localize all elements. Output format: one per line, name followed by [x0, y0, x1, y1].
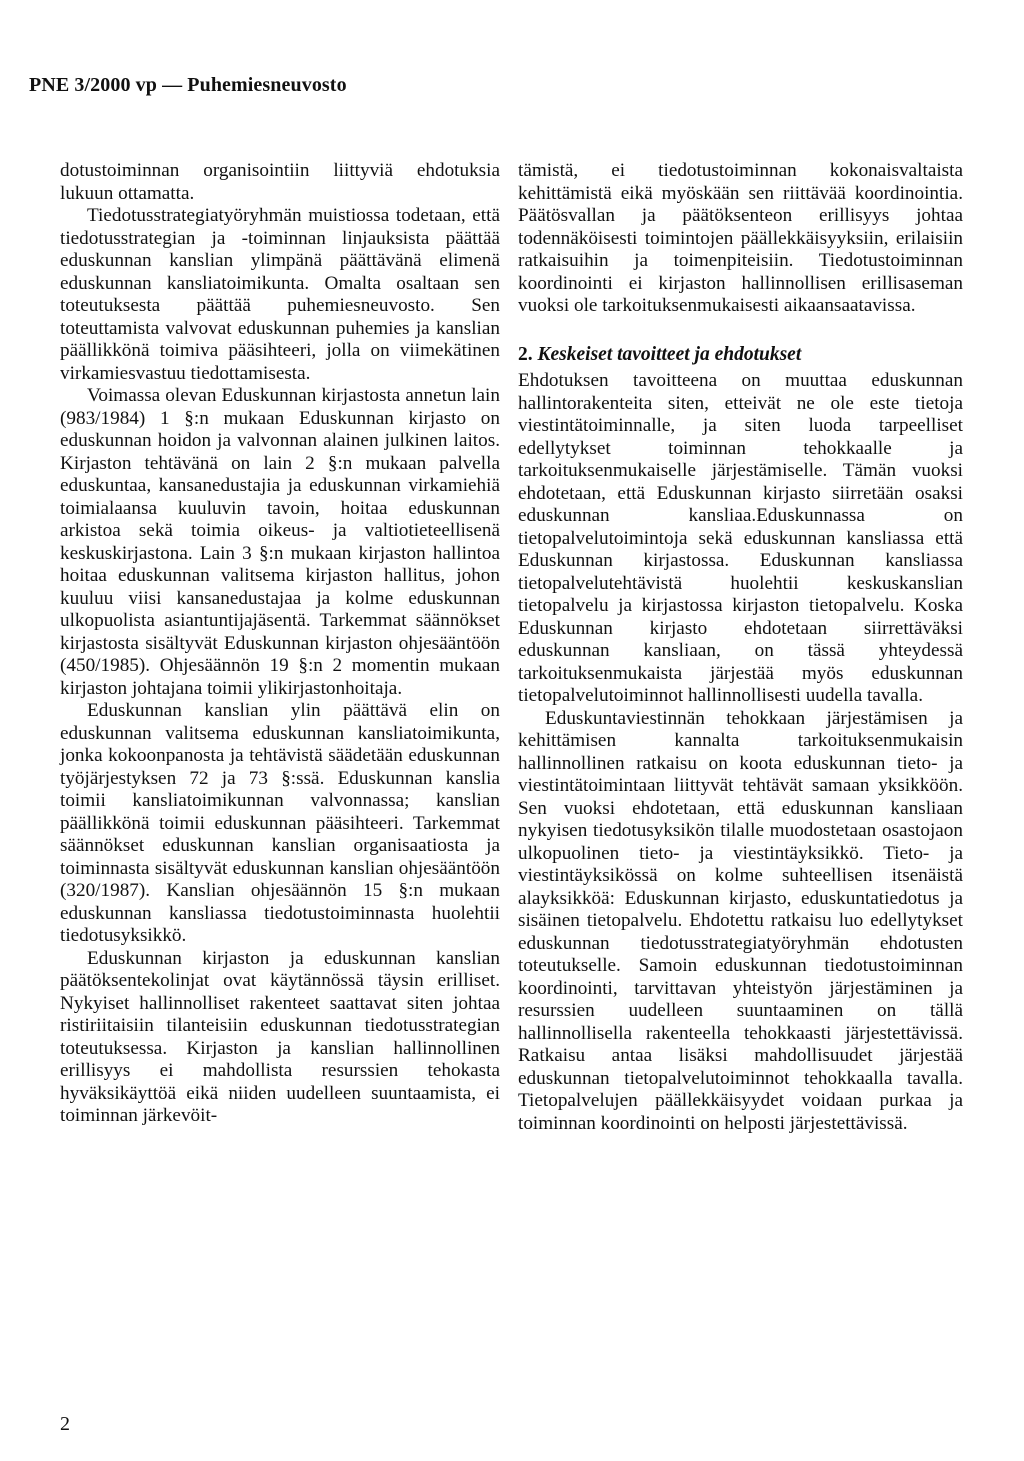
- paragraph: Eduskunnan kirjaston ja eduskunnan kanslian päätöksentekolinjat ovat käytännössä täysin erilliset. Nykyiset hallinnolliset rakenteet saattavat siten johtaa ristiriitaisiin tilanteisiin eduskunnan tiedotusstrategian toteutuksessa. Kirjaston ja kanslian hallinnollinen erillisyys ei mahdollista resurssien tehokasta hyväksikäyttöä eikä niiden uudelleen suuntaamista, ei toiminnan järkevöit-: [60, 947, 500, 1126]
- paragraph: Voimassa olevan Eduskunnan kirjastosta annetun lain (983/1984) 1 §:n mukaan Eduskunnan kirjasto on eduskunnan hoidon ja valvonnan alainen julkinen laitos. Kirjaston tehtävänä on lain 2 §:n mukaan palvella eduskuntaa, kansanedustajia ja eduskunnan virkamiehiä toimialaansa kuuluvin tavoin, hoitaa eduskunnan arkistoa sekä toimia oikeus- ja valtiotieteellisenä keskuskirjastona. Lain 3 §:n mukaan kirjaston hallintoa hoitaa eduskunnan valitsema kirjaston hallitus, johon kuuluu viisi kansanedustajaa ja kolme eduskunnan ulkopuolista asiantuntijajäsentä. Tarkemmat säännökset kirjastosta sisältyvät Eduskunnan kirjaston ohjesääntöön (450/1985). Ohjesäännön 19 §:n 2 momentin mukaan kirjaston johtajana toimii ylikirjastonhoitaja.: [60, 385, 500, 699]
- paragraph: Ehdotuksen tavoitteena on muuttaa eduskunnan hallintorakenteita siten, etteivät ne ole este tietoja viestintätoiminnalle, ja siten luoda tarpeelliset edellytykset toiminnan tehokkaalle ja tarkoituksenmukaiselle järjestämiselle. Tämän vuoksi ehdotetaan, että Eduskunnan kirjasto siirretään osaksi eduskunnan kansliaa.Eduskunnassa on tietopalvelutoimintoja sekä eduskunnan kansliassa että Eduskunnan kirjastossa. Eduskunnan kansliassa tietopalvelutehtävistä huolehtii keskuskanslian tietopalvelu ja kirjastossa kirjaston tietopalvelu. Koska Eduskunnan kirjasto ehdotetaan siirrettäväksi eduskunnan kansliaan, on tässä yhteydessä tarkoituksenmukaista järjestää myös eduskunnan tietopalvelutoiminnot hallinnollisesti uudella tavalla.: [518, 370, 963, 706]
- paragraph: Eduskuntaviestinnän tehokkaan järjestämisen ja kehittämisen kannalta tarkoituksenmukaisin hallinnollinen ratkaisu on koota eduskunnan tieto- ja viestintätoimintaan liittyvät tehtävät samaan yksikköön. Sen vuoksi ehdotetaan, että eduskunnan kansliaan nykyisen tiedotusyksikön tilalle muodostetaan osastojaon ulkopuolinen tieto- ja viestintäyksikkö. Tieto- ja viestintäyksikössä on kolme suhteellisen itsenäistä alayksikköä: Eduskunnan kirjasto, eduskuntatiedotus ja sisäinen tietopalvelu. Ehdotettu ratkaisu luo edellytykset eduskunnan tiedotusstrategiatyöryhmän ehdotusten toteutukselle. Samoin eduskunnan tiedotustoiminnan koordinointi, tarvittavan yhteistyön järjestäminen ja resurssien uudelleen suuntaaminen on tällä hallinnollisella rakenteella tehokkaasti järjestettävissä. Ratkaisu antaa lisäksi mahdollisuudet järjestää eduskunnan tietopalvelutoiminnot tehokkaalla tavalla. Tietopalvelujen päällekkäisyydet voidaan purkaa ja toiminnan koordinointi on helposti järjestettävissä.: [518, 707, 963, 1134]
- section-number: 2.: [518, 343, 533, 365]
- paragraph: tämistä, ei tiedotustoiminnan kokonaisvaltaista kehittämistä eikä myöskään sen riittävää koordinointia. Päätösvallan ja päätöksenteon erillisyys johtaa todennäköisesti toimintojen päällekkäisyyksiin, erilaisiin ratkaisuihin ja toimenpiteisiin. Tiedotustoiminnan koordinointi ei kirjaston hallinnollisen erillisaseman vuoksi ole tarkoituksenmukaisesti aikaansaatavissa.: [518, 160, 963, 316]
- page-number: 2: [60, 1413, 70, 1435]
- paragraph: dotustoiminnan organisointiin liittyviä ehdotuksia lukuun ottamatta.: [60, 160, 500, 204]
- paragraph: Eduskunnan kanslian ylin päättävä elin on eduskunnan valitsema eduskunnan kansliatoimikunta, jonka kokoonpanosta ja tehtävistä säädetään eduskunnan työjärjestyksen 72 ja 73 §:ssä. Eduskunnan kanslia toimii kansliatoimikunnan valvonnassa; kanslian päällikkönä toimii eduskunnan pääsihteeri. Tarkemmat säännökset eduskunnan kanslian organisaatiosta ja toiminnasta sisältyvät eduskunnan kanslian ohjesääntöön (320/1987). Kanslian ohjesäännön 15 §:n mukaan eduskunnan kansliassa tiedotustoiminnasta huolehtii tiedotusyksikkö.: [60, 700, 500, 946]
- page-header: PNE 3/2000 vp — Puhemiesneuvosto: [29, 74, 347, 96]
- right-column: [518, 160, 963, 1135]
- paragraph: Tiedotusstrategiatyöryhmän muistiossa todetaan, että tiedotusstrategian ja -toiminnan linjauksista päättää eduskunnan kanslian ylimpänä päättävänä elimenä eduskunnan kansliatoimikunta. Omalta osaltaan sen toteutuksesta päättää puhemiesneuvosto. Sen toteuttamista valvovat eduskunnan puhemies ja kanslian päällikkönä toimiva pääsihteeri, jolla on viimekätinen virkamiesvastuu tiedottamisesta.: [60, 205, 500, 384]
- left-column: [60, 160, 500, 1128]
- section-heading: [518, 344, 963, 367]
- section-title: Keskeiset tavoitteet ja ehdotukset: [537, 343, 802, 365]
